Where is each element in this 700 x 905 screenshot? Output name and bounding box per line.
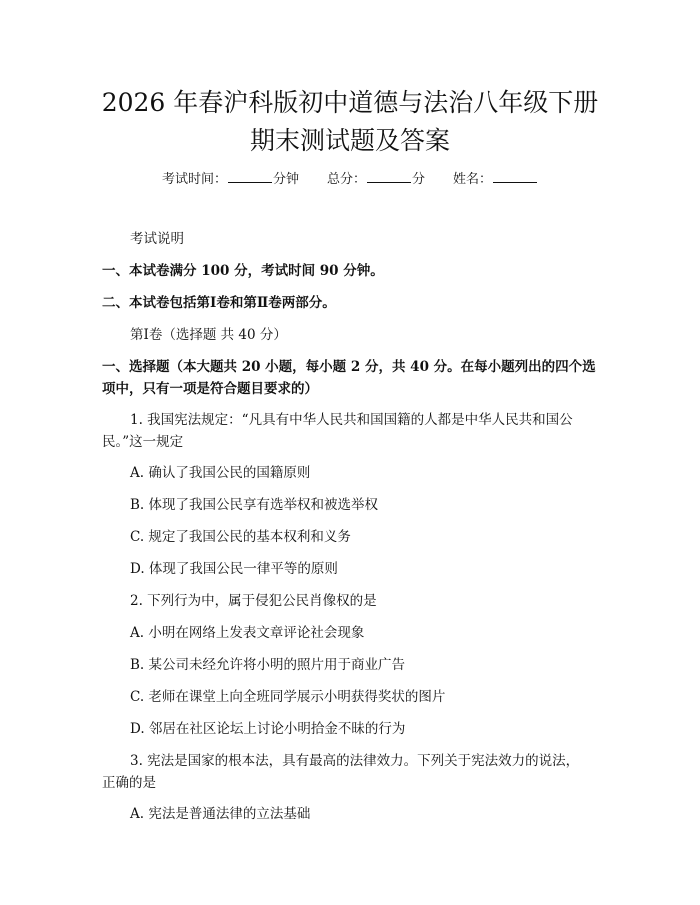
question-1-option-b: B. 体现了我国公民享有选举权和被选举权 bbox=[130, 497, 379, 513]
instruction-item-2: 二、本试卷包括第Ⅰ卷和第Ⅱ卷两部分。 bbox=[102, 295, 336, 311]
question-2-option-c: C. 老师在课堂上向全班同学展示小明获得奖状的图片 bbox=[130, 689, 446, 705]
instruction-item-1: 一、本试卷满分 100 分，考试时间 90 分钟。 bbox=[102, 263, 384, 279]
time-blank[interactable] bbox=[228, 168, 272, 183]
time-label: 考试时间： bbox=[161, 172, 227, 187]
question-2-option-d: D. 邻居在社区论坛上讨论小明拾金不昧的行为 bbox=[130, 721, 406, 737]
title-line-1: 2026 年春沪科版初中道德与法治八年级下册 bbox=[101, 88, 599, 117]
question-3-stem-line-1: 3. 宪法是国家的根本法，具有最高的法律效力。下列关于宪法效力的说法， bbox=[130, 753, 580, 769]
question-1-option-a: A. 确认了我国公民的国籍原则 bbox=[130, 465, 311, 481]
instructions-heading: 考试说明 bbox=[130, 231, 184, 247]
part-1-heading: 第Ⅰ卷（选择题 共 40 分） bbox=[130, 327, 287, 343]
question-2-option-a: A. 小明在网络上发表文章评论社会现象 bbox=[130, 625, 365, 641]
score-unit: 分 bbox=[412, 172, 426, 187]
name-label: 姓名： bbox=[453, 172, 493, 187]
exam-info-row bbox=[0, 168, 700, 190]
question-1-stem-line-1: 1. 我国宪法规定：“凡具有中华人民共和国国籍的人都是中华人民共和国公 bbox=[130, 412, 573, 428]
question-1-option-d: D. 体现了我国公民一律平等的原则 bbox=[130, 561, 338, 577]
question-2-option-b: B. 某公司未经允许将小明的照片用于商业广告 bbox=[130, 657, 406, 673]
question-3-option-a: A. 宪法是普通法律的立法基础 bbox=[130, 806, 311, 822]
score-label: 总分： bbox=[326, 172, 366, 187]
score-field bbox=[327, 168, 425, 190]
title-line-2: 期末测试题及答案 bbox=[249, 126, 450, 155]
question-1-option-c: C. 规定了我国公民的基本权利和义务 bbox=[130, 529, 351, 545]
question-2-stem: 2. 下列行为中，属于侵犯公民肖像权的是 bbox=[130, 593, 377, 609]
question-1-stem-line-2: 民。”这一规定 bbox=[102, 434, 184, 450]
question-3-stem-line-2: 正确的是 bbox=[102, 775, 156, 791]
score-blank[interactable] bbox=[367, 168, 411, 183]
time-unit: 分钟 bbox=[272, 172, 299, 187]
section-1-heading-line-2: 项中，只有一项是符合题目要求的） bbox=[102, 381, 318, 397]
section-1-heading-line-1: 一、选择题（本大题共 20 小题，每小题 2 分，共 40 分。在每小题列出的四个选 bbox=[102, 359, 596, 375]
name-blank[interactable] bbox=[493, 168, 537, 183]
name-field bbox=[453, 168, 538, 190]
time-field bbox=[162, 168, 299, 190]
